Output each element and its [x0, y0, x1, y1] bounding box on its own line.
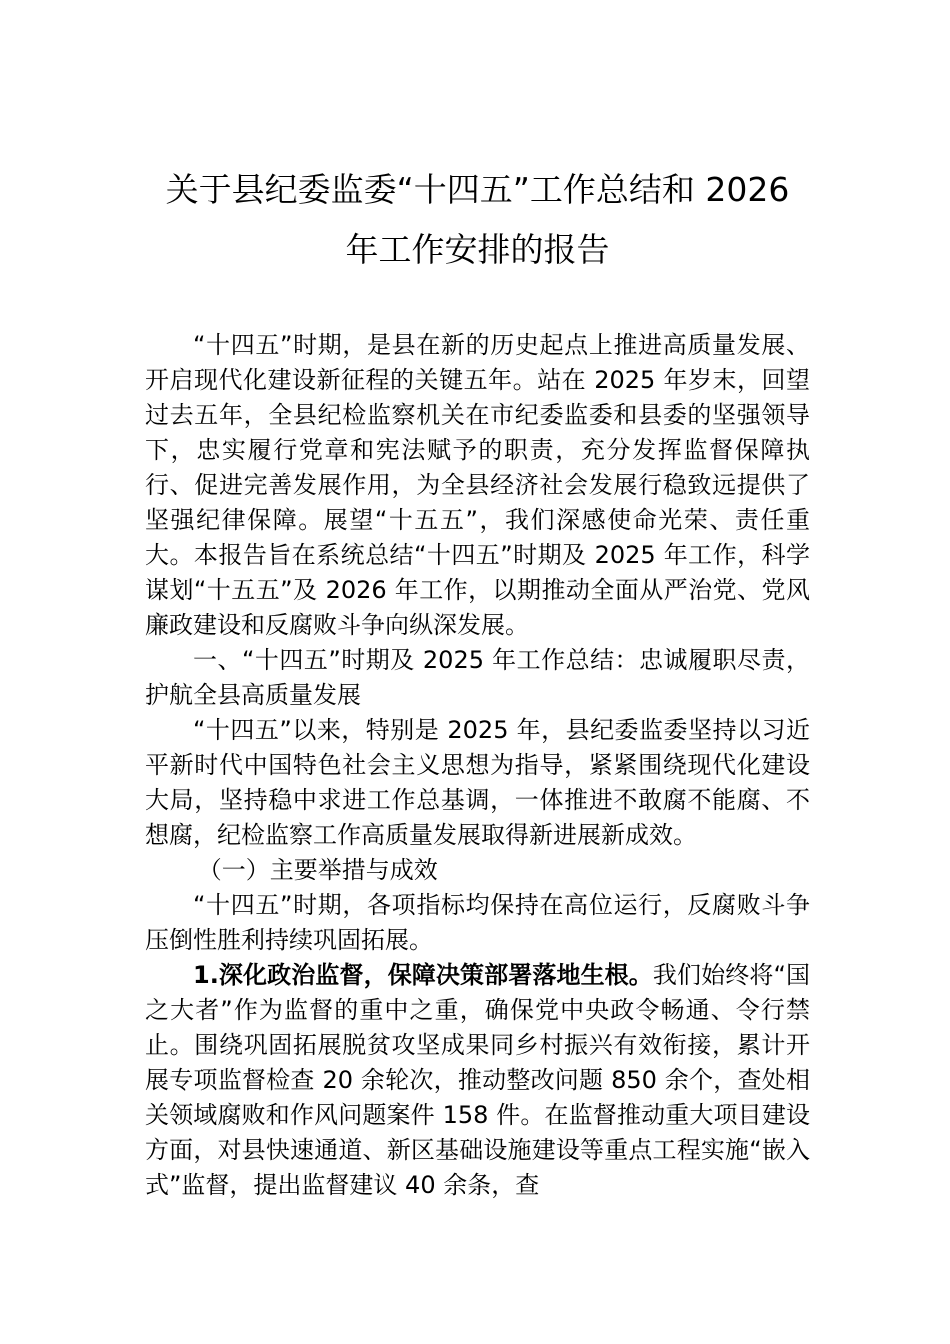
paragraph-lead: 1.深化政治监督，保障决策部署落地生根。: [193, 961, 653, 989]
section-heading-1: 一、“十四五”时期及 2025 年工作总结：忠诚履职尽责，护航全县高质量发展: [145, 646, 810, 709]
paragraph-section-1: “十四五”以来，特别是 2025 年，县纪委监委坚持以习近平新时代中国特色社会主义思想为指导，紧紧围绕现代化建设大局，坚持稳中求进工作总基调，一体推进不敢腐不能腐、不想腐，纪检监察工作高质量发展取得新进展新成效。: [145, 716, 810, 849]
paragraph-body: 我们始终将“国之大者”作为监督的重中之重，确保党中央政令畅通、令行禁止。围绕巩固拓展脱贫攻坚成果同乡村振兴有效衔接，累计开展专项监督检查 20 余轮次，推动整改问题 850 余个，查处相关领域腐败和作风问题案件 158 件。在监督推动重大项目建设方面，对县快速通道、新区基础设施建设等重点工程实施“嵌入式”监督，提出监督建议 40 余条，查: [145, 961, 810, 1199]
paragraph-indicators: “十四五”时期，各项指标均保持在高位运行，反腐败斗争压倒性胜利持续巩固拓展。: [145, 891, 810, 954]
title-line-2: 年工作安排的报告: [345, 230, 610, 269]
paragraph-political-supervision: [145, 958, 810, 1203]
subsection-heading: （一）主要举措与成效: [197, 856, 438, 884]
document-body: [145, 328, 810, 1203]
title-line-1: 关于县纪委监委“十四五”工作总结和 2026: [165, 170, 790, 209]
document-title: [145, 160, 810, 280]
paragraph-intro: “十四五”时期，是县在新的历史起点上推进高质量发展、开启现代化建设新征程的关键五年。站在 2025 年岁末，回望过去五年，全县纪检监察机关在市纪委监委和县委的坚强领导下，忠实履行党章和宪法赋予的职责，充分发挥监督保障执行、促进完善发展作用，为全县经济社会发展行稳致远提供了坚强纪律保障。展望“十五五”，我们深感使命光荣、责任重大。本报告旨在系统总结“十四五”时期及 2025 年工作，科学谋划“十五五”及 2026 年工作，以期推动全面从严治党、党风廉政建设和反腐败斗争向纵深发展。: [145, 331, 810, 639]
